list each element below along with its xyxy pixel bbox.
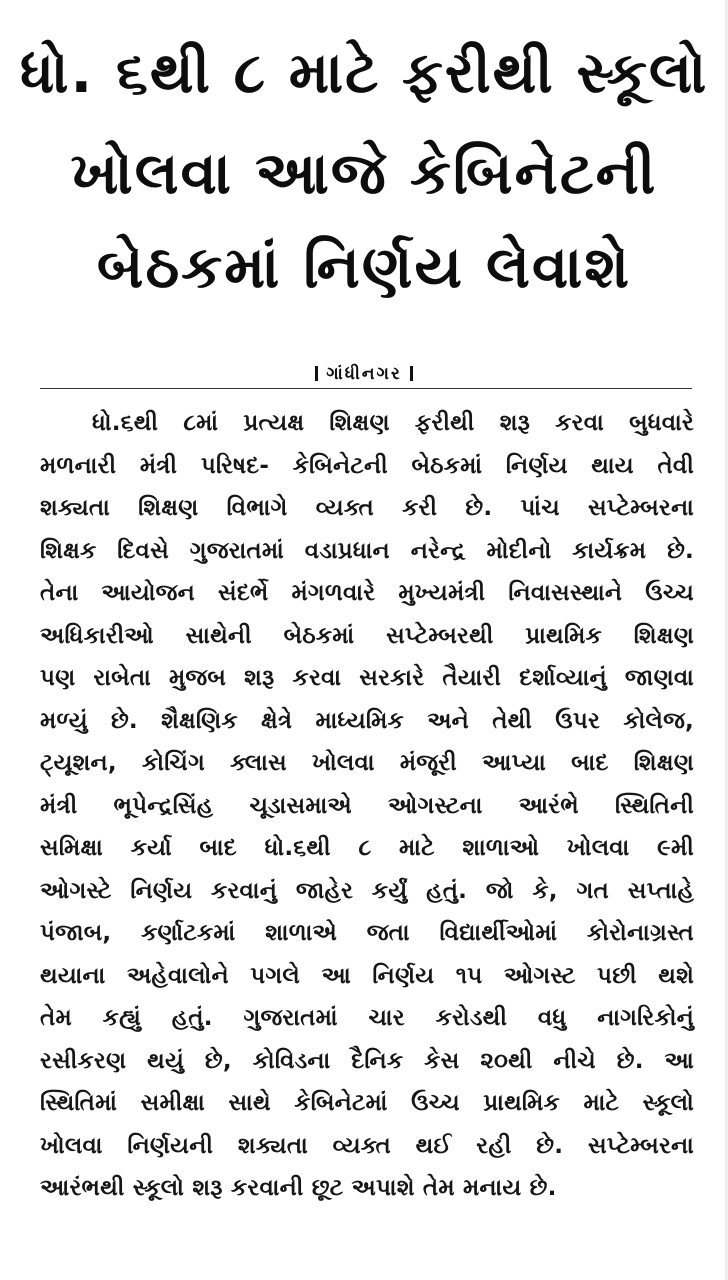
body-line: મળ્યું છે. શૈક્ષણિક ક્ષેત્રે માધ્યમિક અને તેથી ઉપર કોલેજ, [40, 707, 694, 734]
body-line: મંત્રી ભૂપેન્દ્રસિંહ ચૂડાસમાએ ઓગસ્ટના આરંભે સ્થિતિની [40, 792, 694, 819]
body-line: રસીકરણ થયું છે, કોવિડના દૈનિક કેસ ૨૦થી નીચે છે. આ [40, 1047, 694, 1074]
dateline-bar-left [315, 366, 318, 381]
body-line: ખોલવા નિર્ણયની શક્યતા વ્યક્ત થઈ રહી છે. સપ્ટેમ્બરના [40, 1132, 694, 1159]
headline-line-1: ધો. ૬થી ૮ માટે ફરીથી સ્કૂલો [20, 40, 709, 106]
body-line: મળનારી મંત્રી પરિષદ- કેબિનેટની બેઠકમાં નિર્ણય થાય તેવી [40, 452, 694, 479]
dateline-text: ગાંધીનગર [326, 364, 402, 384]
body-line: ટ્યૂશન, કોચિંગ ક્લાસ ખોલવા મંજૂરી આપ્યા બાદ શિક્ષણ [40, 750, 694, 776]
dateline-divider [40, 388, 692, 389]
headline-line-3: બેઠકમાં નિર્ણય લેવાશે [96, 233, 632, 301]
body-line: ઓગસ્ટે નિર્ણય કરવાનું જાહેર કર્યું હતું. જો કે, ગત સપ્તાહે [40, 877, 694, 904]
headline-line-2: ખોલવા આજે કેબિનેટની [70, 139, 658, 207]
body-line: તેમ કહ્યું હતું. ગુજરાતમાં ચાર કરોડથી વધુ નાગરિકોનું [40, 1005, 694, 1031]
body-line: આરંભથી સ્કૂલો શરૂ કરવાની છૂટ અપાશે તેમ મનાય છે. [40, 1175, 557, 1201]
article-body [40, 402, 694, 1210]
dateline-bar-right [410, 366, 413, 381]
body-line: સ્થિતિમાં સમીક્ષા સાથે કેબિનેટમાં ઉચ્ચ પ્રાથમિક માટે સ્કૂલો [40, 1090, 694, 1116]
dateline [0, 362, 728, 386]
body-line: થયાના અહેવાલોને પગલે આ નિર્ણય ૧૫ ઓગસ્ટ પછી થશે [40, 962, 694, 989]
body-line: અધિકારીઓ સાથેની બેઠકમાં સપ્ટેમ્બરથી પ્રાથમિક શિક્ષણ [40, 622, 694, 649]
body-line: સમિક્ષા કર્યા બાદ ધો.૬થી ૮ માટે શાળાઓ ખોલવા ૯મી [40, 835, 694, 861]
body-line: તેના આયોજન સંદર્ભે મંગળવારે મુખ્યમંત્રી નિવાસસ્થાને ઉચ્ચ [40, 580, 694, 606]
body-line: શિક્ષક દિવસે ગુજરાતમાં વડાપ્રધાન નરેન્દ્ર મોદીનો કાર્યક્રમ છે. [40, 537, 694, 564]
body-line: પંજાબ, કર્ણાટકમાં શાળાએ જતા વિદ્યાર્થીઓમાં કોરોનાગ્રસ્ત [40, 920, 694, 946]
body-line: શક્યતા શિક્ષણ વિભાગે વ્યક્ત કરી છે. પાંચ સપ્ટેમ્બરના [40, 495, 694, 521]
body-line: પણ રાબેતા મુજબ શરૂ કરવા સરકારે તૈયારી દર્શાવ્યાનું જાણવા [40, 665, 694, 691]
body-line: ધો.૬થી ૮માં પ્રત્યક્ષ શિક્ષણ ફરીથી શરૂ કરવા બુધવારે [92, 410, 694, 436]
